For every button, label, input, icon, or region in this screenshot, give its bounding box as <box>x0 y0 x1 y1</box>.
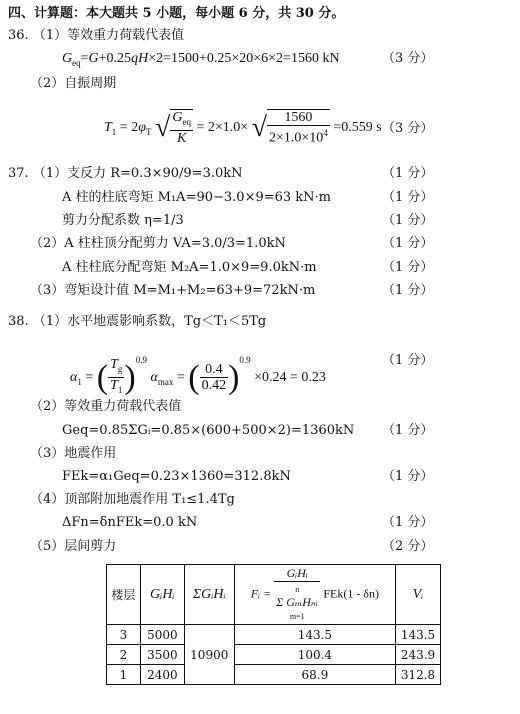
cell-f: 68.9 <box>234 665 395 685</box>
cell-floor: 3 <box>107 625 141 645</box>
q37-line6: （3）弯矩设计值 M=M₁+M₂=63+9=72kN·m <box>30 283 316 298</box>
q36-part1-label <box>8 28 184 44</box>
header-sum-gh: ΣGᵢHᵢ <box>184 565 234 625</box>
q38-line1: 38. （1）水平地震影响系数，Tg＜T₁＜5Tg <box>8 314 267 329</box>
table-row <box>107 665 441 685</box>
q37-line1: 37. （1）支反力 R=0.3×90/9=3.0kN <box>8 166 243 181</box>
header-v: Vᵢ <box>396 565 441 625</box>
header-floor: 楼层 <box>107 565 141 625</box>
q36-sqrt-frac-values: $\frac{1560}{2\times 1.0\times 10^4}$ <box>269 110 328 147</box>
shear-table <box>106 564 441 685</box>
q38-line4: （4）顶部附加地震作用 T₁≤1.4Tg <box>30 492 235 507</box>
q36-part2-label: （2）自振周期 <box>30 76 117 91</box>
cell-gh: 3500 <box>140 645 184 665</box>
cell-v: 312.8 <box>396 665 441 685</box>
table-header-row <box>107 565 441 625</box>
q38-score-4: （1 分） <box>382 515 434 530</box>
q37-line4: （2）A 柱柱顶分配剪力 VA=3.0/3=1.0kN <box>30 236 286 251</box>
q38-score-5: （2 分） <box>382 539 434 554</box>
cell-sum-gh: 10900 <box>184 625 234 685</box>
q37-score-4: （1 分） <box>382 236 434 251</box>
q36-p2-score: （3 分） <box>382 121 434 136</box>
q38-line3: （3）地震作用 <box>30 446 117 461</box>
q36-p1-score: （3 分） <box>382 51 434 66</box>
header-gh: GᵢHᵢ <box>140 565 184 625</box>
q38-line2: （2）等效重力荷载代表值 <box>30 399 182 414</box>
q36-period-formula: $T_1 = 2\varphi_T$ √ $\frac{G_{eq}}{K}$ = 2×1.0× √ $\frac{1560}{2\times 1.0\times 10^4}$ =0.559 s <box>104 110 382 147</box>
table-row <box>107 645 441 665</box>
cell-f: 143.5 <box>234 625 395 645</box>
table-row <box>107 625 441 645</box>
cell-v: 243.9 <box>396 645 441 665</box>
q36-number: 36. <box>8 28 29 43</box>
section-title: 四、计算题：本大题共 5 小题，每小题 6 分，共 30 分。 <box>8 6 345 21</box>
q37-score-6: （1 分） <box>382 283 434 298</box>
q37-score-3: （1 分） <box>382 213 434 228</box>
q37-number: 37. <box>8 166 29 181</box>
q37-line5: A 柱柱底分配弯矩 M₂A=1.0×9=9.0kN·m <box>62 260 317 275</box>
header-f-formula: Fᵢ = GᵢHᵢ n Σ GₘHₘ m=1 FEk(1 - δn) <box>234 565 395 625</box>
q37-score-2: （1 分） <box>382 190 434 205</box>
cell-v: 143.5 <box>396 625 441 645</box>
q38-score-2: （1 分） <box>382 423 434 438</box>
q38-line2-formula: Geq=0.85ΣGᵢ=0.85×(600+500×2)=1360kN <box>62 423 355 438</box>
cell-floor: 2 <box>107 645 141 665</box>
q37-line2: A 柱的柱底弯矩 M₁A=90−3.0×9=63 kN·m <box>62 190 332 205</box>
cell-floor: 1 <box>107 665 141 685</box>
q38-alpha-score: （1 分） <box>382 353 434 368</box>
q38-line5: （5）层间剪力 <box>30 539 117 554</box>
q36-p1-formula: $G_{eq}=G+0.25qH\times 2=1500+0.25\times 20\times 6\times 2=1560$ kN <box>62 51 340 68</box>
q36-sqrt-frac: $\frac{G_{eq}}{K}$ <box>172 110 191 147</box>
q38-score-3: （1 分） <box>382 469 434 484</box>
q38-number: 38. <box>8 314 29 329</box>
cell-f: 100.4 <box>234 645 395 665</box>
q36-p1-label-text: （1）等效重力荷载代表值 <box>32 28 185 43</box>
q37-score-1: （1 分） <box>382 166 434 181</box>
q37-score-5: （1 分） <box>382 260 434 275</box>
q38-alpha-formula: $\alpha_1$ = ( $\frac{T_g}{T_1}$ )$^{0.9}$ $\alpha_{max}$ = ( $\frac{0.4}{0.42}$ )$^{0.9}$ ×0.24 = 0.23 <box>70 336 326 384</box>
header-f-frac: GᵢHᵢ n Σ GₘHₘ m=1 <box>276 566 319 621</box>
q38-value-frac: $\frac{0.4}{0.42}$ <box>201 362 227 394</box>
cell-gh: 5000 <box>140 625 184 645</box>
q38-line3-formula: FEk=α₁Geq=0.23×1360=312.8kN <box>62 469 291 484</box>
q38-line4-formula: ΔFn=δnFEk=0.0 kN <box>62 515 198 530</box>
cell-gh: 2400 <box>140 665 184 685</box>
q37-line3: 剪力分配系数 η=1/3 <box>62 213 184 228</box>
q38-ratio-frac: $\frac{T_g}{T_1}$ <box>110 357 123 396</box>
